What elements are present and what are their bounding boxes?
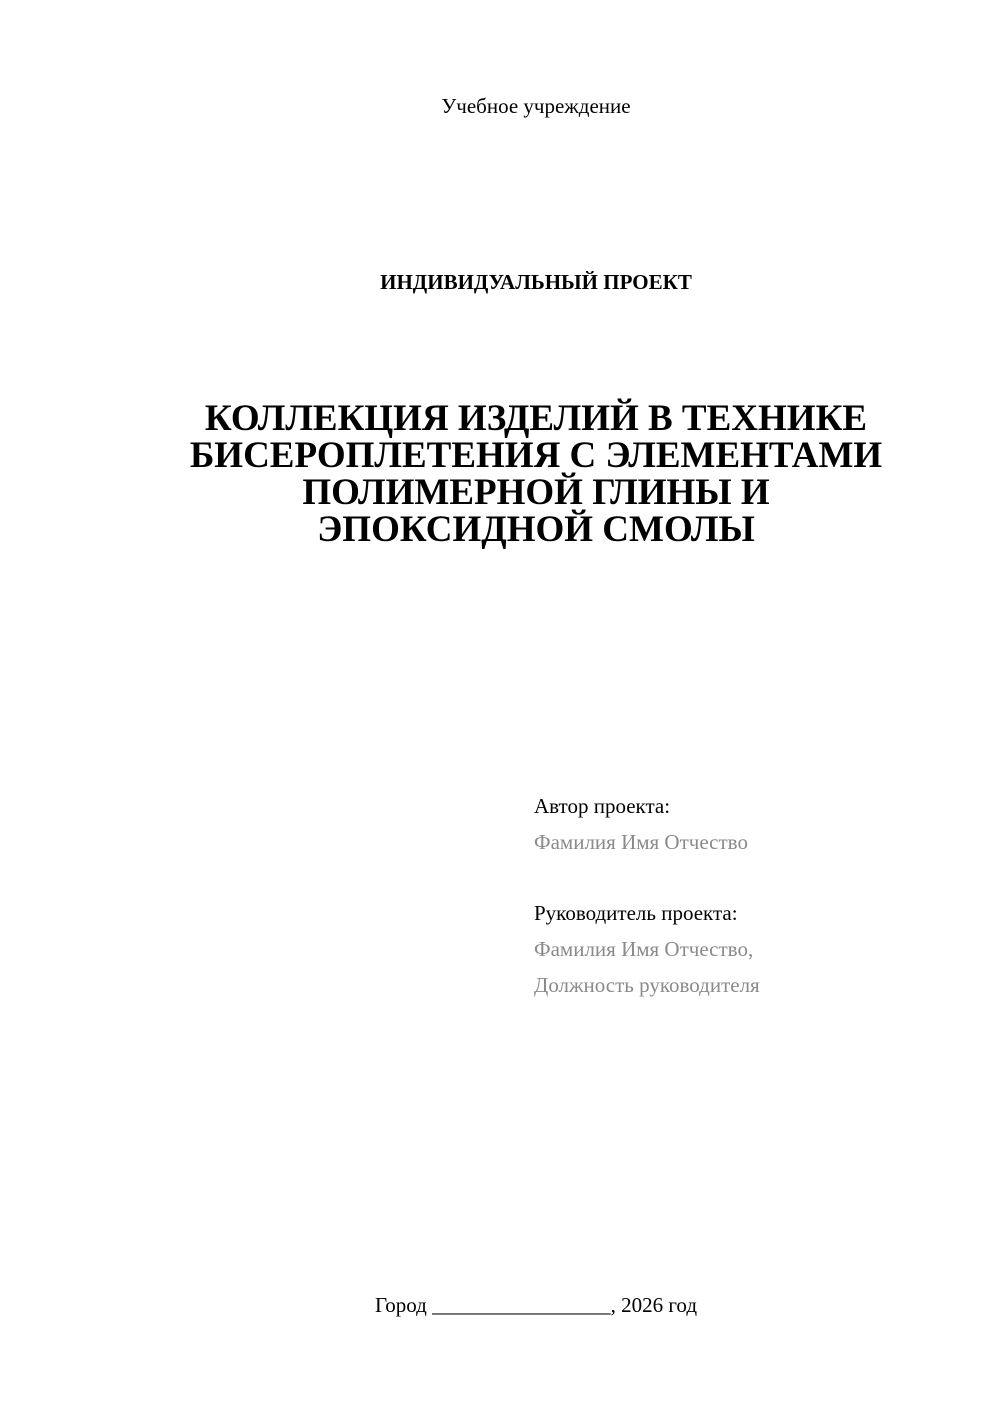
supervisor-name-placeholder: Фамилия Имя Отчество, xyxy=(534,937,754,961)
supervisor-label: Руководитель проекта: xyxy=(534,901,738,925)
supervisor-position-placeholder: Должность руководителя xyxy=(534,973,760,997)
project-title-line: ЭПОКСИДНОЙ СМОЛЫ xyxy=(317,509,755,550)
project-title-line: КОЛЛЕКЦИЯ ИЗДЕЛИЙ В ТЕХНИКЕ xyxy=(204,398,868,439)
author-name-placeholder: Фамилия Имя Отчество xyxy=(534,830,748,854)
project-credits xyxy=(534,788,760,1003)
city-year-line: Город _________________, 2026 год xyxy=(374,1293,698,1317)
credits-spacer xyxy=(534,860,760,895)
project-title-line: ПОЛИМЕРНОЙ ГЛИНЫ И xyxy=(302,472,770,513)
project-title-line: БИСЕРОПЛЕТЕНИЯ С ЭЛЕМЕНТАМИ xyxy=(189,435,883,476)
project-type-heading: ИНДИВИДУАЛЬНЫЙ ПРОЕКТ xyxy=(380,270,692,294)
author-label: Автор проекта: xyxy=(534,794,671,818)
institution-name: Учебное учреждение xyxy=(441,94,631,118)
project-title xyxy=(170,400,902,548)
